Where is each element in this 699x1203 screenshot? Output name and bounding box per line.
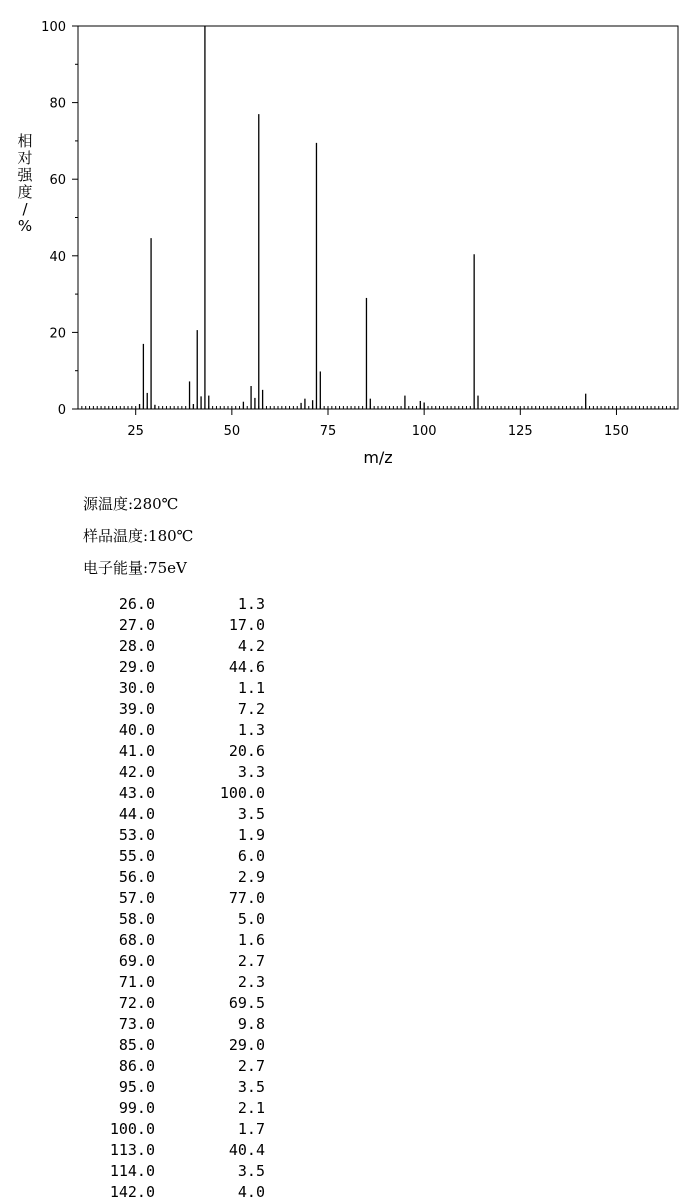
y-tick-label: 20 (49, 326, 66, 342)
peak-abundance: 2.3 (237, 973, 265, 991)
peak-row (90, 1140, 265, 1161)
peak-mz: 44.0 (118, 805, 155, 823)
peak-row (90, 1035, 265, 1056)
peak-abundance: 1.9 (237, 826, 265, 844)
peak-abundance: 2.7 (237, 1057, 265, 1075)
peak-row (90, 804, 265, 825)
peak-row (90, 741, 265, 762)
peak-mz: 86.0 (118, 1057, 155, 1075)
x-tick-label: 125 (507, 424, 533, 439)
peak-mz: 99.0 (118, 1099, 155, 1117)
peak-mz: 73.0 (118, 1015, 155, 1033)
x-tick-label: 50 (223, 424, 241, 439)
peak-abundance: 3.5 (237, 1162, 265, 1180)
y-tick-label: 40 (49, 249, 66, 265)
peak-row (90, 657, 265, 678)
y-axis-label (17, 132, 33, 235)
peak-row (90, 594, 265, 615)
y-tick-label: 100 (41, 20, 66, 35)
peak-abundance: 5.0 (237, 910, 265, 928)
peak-row (90, 615, 265, 636)
mass-spectrum-chart (0, 0, 699, 480)
peak-row (90, 888, 265, 909)
peak-abundance: 2.9 (237, 868, 265, 886)
peak-mz: 71.0 (118, 973, 155, 991)
y-axis-label-glyph: 度 (17, 183, 33, 201)
peak-mz: 41.0 (118, 742, 155, 760)
source-temperature: 源温度:280℃ (83, 495, 179, 513)
peak-mz: 58.0 (118, 910, 155, 928)
peak-mz: 42.0 (118, 763, 155, 781)
peak-mz: 95.0 (118, 1078, 155, 1096)
peak-row (90, 1119, 265, 1140)
peak-abundance: 4.0 (237, 1183, 265, 1201)
peak-mz: 72.0 (118, 994, 155, 1012)
peak-mz: 40.0 (118, 721, 155, 739)
sample-temperature: 样品温度:180℃ (83, 527, 194, 545)
x-axis-label: m/z (363, 448, 393, 467)
peak-abundance: 29.0 (228, 1036, 265, 1054)
x-tick-label: 75 (319, 424, 337, 439)
peak-mz: 55.0 (118, 847, 155, 865)
peak-row (90, 1098, 265, 1119)
y-axis-label-glyph: 对 (17, 149, 33, 167)
x-tick-label: 150 (604, 424, 629, 439)
y-tick-label: 60 (49, 173, 66, 189)
peak-row (90, 762, 265, 783)
peak-mz: 114.0 (109, 1162, 155, 1180)
peak-row (90, 1182, 265, 1203)
peak-mz: 100.0 (109, 1120, 155, 1138)
peak-abundance: 40.4 (228, 1141, 265, 1159)
electron-energy: 电子能量:75eV (83, 559, 187, 577)
peak-mz: 142.0 (109, 1183, 155, 1201)
peak-mz: 69.0 (118, 952, 155, 970)
x-axis (127, 409, 628, 439)
peak-row (90, 930, 265, 951)
peak-abundance: 9.8 (237, 1015, 265, 1033)
peak-abundance: 100.0 (219, 784, 265, 802)
peak-row (90, 783, 265, 804)
peak-mz: 29.0 (118, 658, 155, 676)
y-axis-label-glyph: / (22, 200, 28, 218)
y-axis-label-glyph: 强 (17, 166, 33, 184)
peak-abundance: 77.0 (228, 889, 265, 907)
peak-abundance: 3.3 (237, 763, 265, 781)
peak-abundance: 20.6 (228, 742, 265, 760)
peak-mz: 57.0 (118, 889, 155, 907)
peak-row (90, 1014, 265, 1035)
peak-mz: 85.0 (118, 1036, 155, 1054)
peak-abundance: 1.7 (237, 1120, 265, 1138)
peak-abundance: 1.1 (237, 679, 265, 697)
peak-abundance: 4.2 (237, 637, 265, 655)
peak-abundance: 3.5 (237, 805, 265, 823)
peak-mz: 113.0 (109, 1141, 155, 1159)
peak-abundance: 2.7 (237, 952, 265, 970)
peak-abundance: 6.0 (237, 847, 265, 865)
peak-mz: 43.0 (118, 784, 155, 802)
measurement-conditions (83, 493, 193, 589)
peak-row (90, 825, 265, 846)
peak-row (90, 972, 265, 993)
y-axis-label-glyph: % (17, 217, 33, 235)
peak-mz: 39.0 (118, 700, 155, 718)
peak-row (90, 909, 265, 930)
peak-row (90, 846, 265, 867)
y-axis-label-glyph: 相 (17, 132, 33, 150)
peak-row (90, 1077, 265, 1098)
peak-row (90, 1056, 265, 1077)
peak-row (90, 867, 265, 888)
spectrum-bars (140, 26, 586, 409)
peak-mz: 28.0 (118, 637, 155, 655)
peak-row (90, 636, 265, 657)
peak-row (90, 699, 265, 720)
peak-row (90, 720, 265, 741)
peak-abundance: 3.5 (237, 1078, 265, 1096)
y-tick-label: 80 (49, 96, 66, 112)
peak-row (90, 678, 265, 699)
peak-mz: 68.0 (118, 931, 155, 949)
plot-frame (78, 26, 678, 409)
peak-abundance: 17.0 (228, 616, 265, 634)
peak-abundance: 1.6 (237, 931, 265, 949)
peak-abundance: 7.2 (237, 700, 265, 718)
peak-list (90, 594, 265, 1203)
peak-mz: 26.0 (118, 595, 155, 613)
peak-abundance: 44.6 (228, 658, 265, 676)
peak-abundance: 69.5 (228, 994, 265, 1012)
peak-mz: 56.0 (118, 868, 155, 886)
peak-row (90, 951, 265, 972)
peak-abundance: 1.3 (237, 595, 265, 613)
peak-row (90, 993, 265, 1014)
y-axis (41, 20, 78, 418)
y-tick-label: 0 (57, 403, 66, 418)
x-tick-label: 100 (411, 424, 437, 439)
peak-abundance: 1.3 (237, 721, 265, 739)
x-tick-label: 25 (127, 424, 144, 439)
peak-row (90, 1161, 265, 1182)
peak-abundance: 2.1 (237, 1099, 265, 1117)
peak-mz: 53.0 (118, 826, 155, 844)
peak-mz: 27.0 (118, 616, 155, 634)
peak-mz: 30.0 (118, 679, 155, 697)
